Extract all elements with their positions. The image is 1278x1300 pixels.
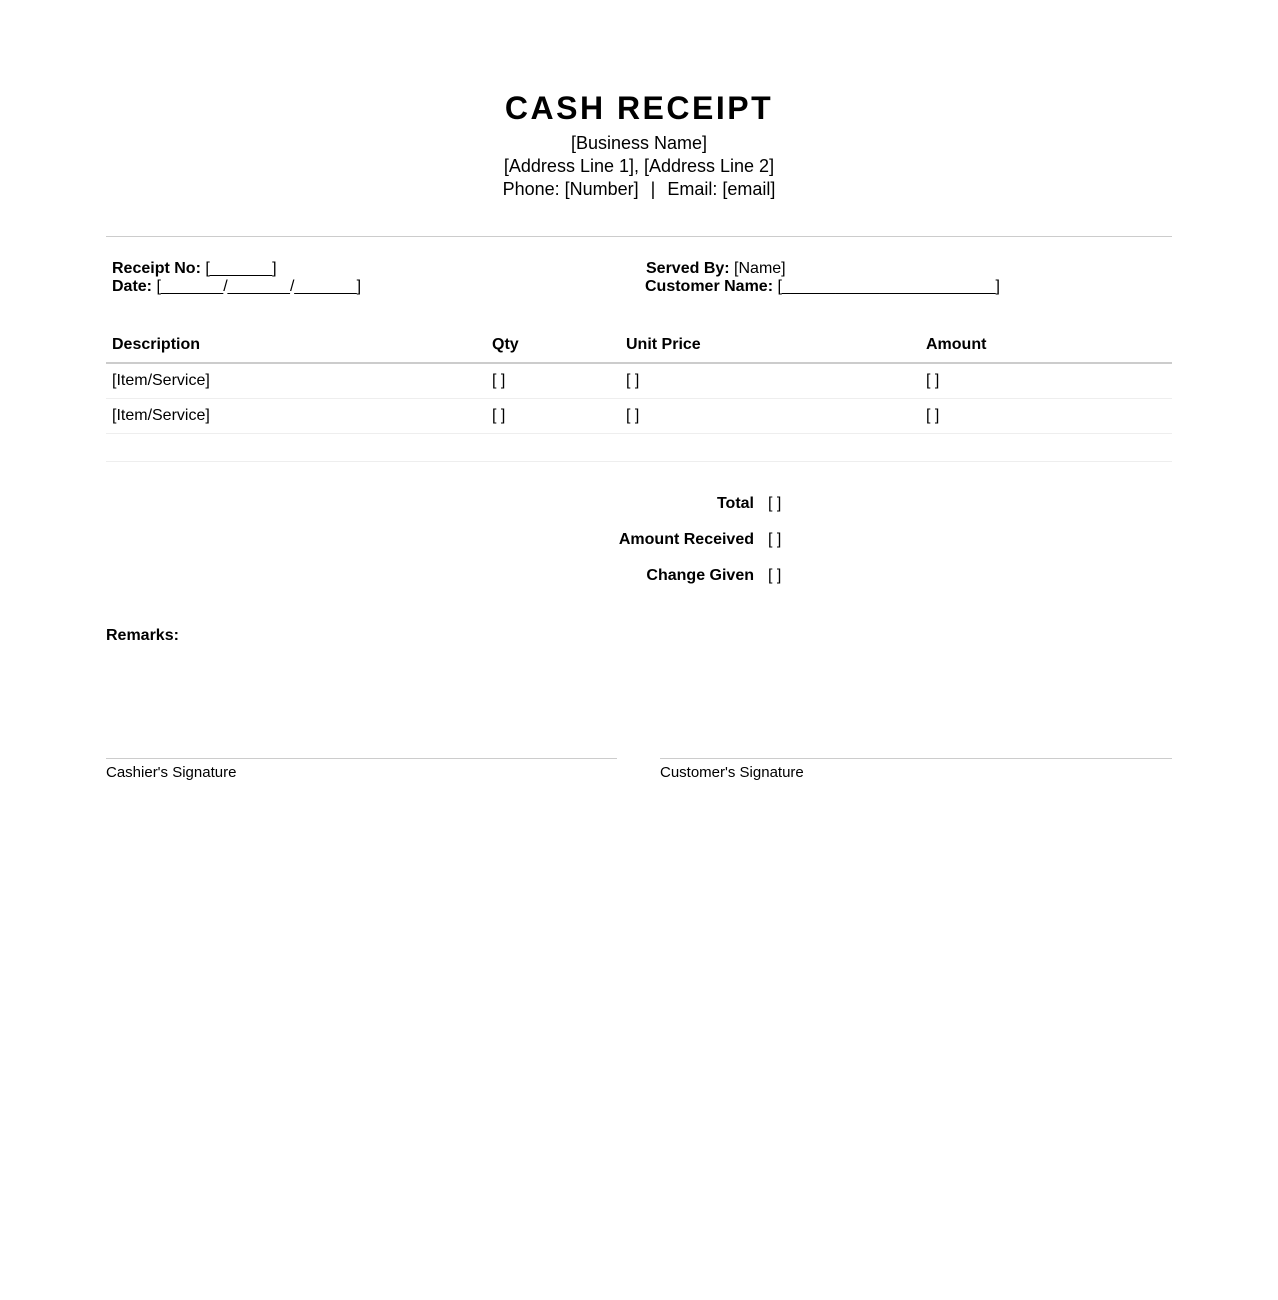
items-table-header — [106, 332, 1172, 363]
customer-name-value: [________________________] — [777, 278, 1000, 295]
business-name: [Business Name] — [570, 133, 708, 153]
date-value: [_______/_______/_______] — [156, 278, 362, 295]
table-row-empty — [106, 434, 1172, 462]
total-value[interactable]: [ ] — [768, 495, 782, 512]
receipt-no-label: Receipt No: — [112, 260, 201, 277]
business-address: [Address Line 1], [Address Line 2] — [503, 156, 775, 176]
receipt-no-field[interactable] — [112, 260, 361, 278]
total-label: Total — [716, 495, 754, 512]
receipt-info-left — [112, 260, 361, 296]
cell-amount[interactable]: [ ] — [920, 399, 1172, 434]
cell-amount[interactable] — [920, 434, 1172, 462]
customer-signature-line[interactable] — [660, 758, 1172, 781]
cell-qty[interactable] — [486, 434, 620, 462]
cell-description[interactable]: [Item/Service] — [106, 363, 486, 399]
receipt-document — [106, 0, 1172, 781]
served-by-field[interactable] — [645, 260, 1000, 278]
cell-description[interactable]: [Item/Service] — [106, 399, 486, 434]
change-given-row — [106, 558, 1172, 594]
column-header-unit-price: Unit Price — [620, 332, 920, 363]
receipt-info-right — [645, 260, 1000, 296]
change-given-value[interactable]: [ ] — [768, 567, 782, 584]
date-field[interactable] — [112, 278, 361, 296]
cell-unit-price[interactable] — [620, 434, 920, 462]
table-row — [106, 363, 1172, 399]
email-text: Email: [email] — [667, 179, 776, 199]
cell-amount[interactable]: [ ] — [920, 363, 1172, 399]
table-row — [106, 399, 1172, 434]
phone-text: Phone: [Number] — [502, 179, 639, 199]
header-divider — [106, 236, 1172, 237]
items-table — [106, 332, 1172, 462]
served-by-value: [Name] — [734, 260, 786, 277]
customer-name-field[interactable] — [645, 278, 1000, 296]
column-header-qty: Qty — [486, 332, 620, 363]
contact-separator: | — [650, 179, 656, 199]
receipt-header — [106, 0, 1172, 201]
cell-qty[interactable]: [ ] — [486, 363, 620, 399]
totals-section — [106, 486, 1172, 594]
receipt-no-value: [_______] — [205, 260, 277, 277]
amount-received-row — [106, 522, 1172, 558]
cashier-signature-line[interactable] — [106, 758, 617, 781]
served-by-label: Served By: — [646, 260, 730, 277]
total-row — [106, 486, 1172, 522]
cell-unit-price[interactable]: [ ] — [620, 363, 920, 399]
receipt-title: CASH RECEIPT — [504, 90, 774, 126]
customer-name-label: Customer Name: — [645, 278, 774, 295]
column-header-amount: Amount — [920, 332, 1172, 363]
column-header-description: Description — [106, 332, 486, 363]
cell-description[interactable] — [106, 434, 486, 462]
amount-received-value[interactable]: [ ] — [768, 531, 782, 548]
cashier-signature-label: Cashier's Signature — [106, 764, 237, 781]
contact-line — [106, 178, 1172, 201]
change-given-label: Change Given — [646, 567, 754, 584]
remarks-label: Remarks: — [106, 627, 179, 644]
date-label: Date: — [112, 278, 153, 295]
amount-received-label: Amount Received — [618, 531, 754, 548]
customer-signature-label: Customer's Signature — [660, 764, 804, 781]
cell-unit-price[interactable]: [ ] — [620, 399, 920, 434]
cell-qty[interactable]: [ ] — [486, 399, 620, 434]
